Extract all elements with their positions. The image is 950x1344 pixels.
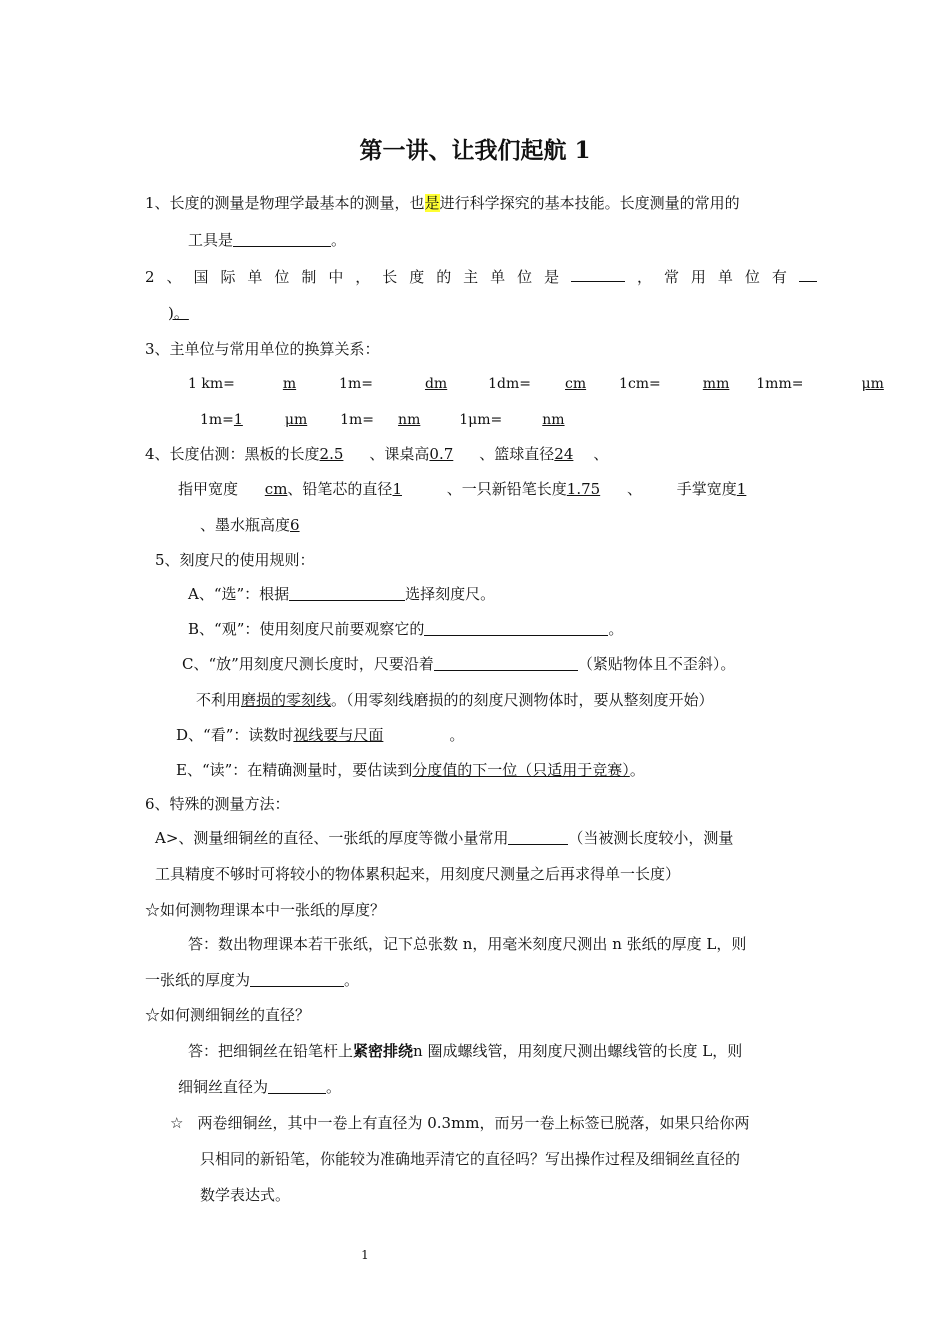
q5-c-note-b: 。（用零刻线磨损的的刻度尺测物体时，要从整刻度开始） xyxy=(331,691,714,709)
q3-row1 xyxy=(188,373,884,395)
q4-line1 xyxy=(145,443,608,465)
q2-char: 的 xyxy=(436,268,452,286)
q1-text-b: 进行科学探究的基本技能。长度测量的常用的 xyxy=(439,194,740,212)
q6-a-blank[interactable] xyxy=(508,829,568,845)
q4-ink-label: 、墨水瓶高度 xyxy=(200,516,291,534)
q6-star2-label: 细铜丝直径为 xyxy=(178,1078,269,1096)
q2-blank-common-units[interactable] xyxy=(799,266,817,282)
q5-e-answer: 分度值的下一位（只适用于竞赛） xyxy=(412,761,630,779)
q5-b-end: 。 xyxy=(608,620,624,638)
q2-char: 长 xyxy=(382,268,398,286)
q3-row2 xyxy=(200,409,565,431)
star-icon: ☆ xyxy=(170,1114,184,1132)
q1-line1 xyxy=(145,192,740,214)
q3-heading: 3、主单位与常用单位的换算关系： xyxy=(145,340,380,358)
q3-m: 1m= xyxy=(339,376,373,392)
q5-d xyxy=(176,724,464,746)
q5-d-text: D、“看”：读数时 xyxy=(176,726,294,744)
q5-d-end: 。 xyxy=(449,726,465,744)
q2-comma: ， xyxy=(636,268,652,286)
q6-star1-end: 。 xyxy=(344,971,360,989)
q6-star2-answer2 xyxy=(178,1076,341,1098)
q5-e-text: E、“读”：在精确测量时，要估读到 xyxy=(176,761,413,779)
q4-lead-label: 、铅笔芯的直径 xyxy=(287,480,393,498)
q6-star2-text2: n 圈成螺线管，用刻度尺测出螺线管的长度 L，则 xyxy=(413,1042,743,1060)
q2-char: 中 xyxy=(328,268,344,286)
q2-char: 位 xyxy=(517,268,533,286)
q3-dm: 1dm= xyxy=(488,376,531,392)
q4-palm-label: 手掌宽度 xyxy=(676,480,737,498)
q6-star2-blank[interactable] xyxy=(268,1078,326,1094)
q2-char: 位 xyxy=(274,268,290,286)
q3-blank-km-m[interactable]: m xyxy=(282,376,297,392)
q3-blank-m-nm[interactable]: nm xyxy=(398,412,421,428)
q2-blank-main-unit[interactable] xyxy=(571,266,625,282)
q1-highlight: 是 xyxy=(424,194,440,212)
q6-star1-label: 一张纸的厚度为 xyxy=(145,971,251,989)
q4-sep2: 、 xyxy=(626,480,642,498)
q5-b xyxy=(188,618,623,640)
q5-a-blank[interactable] xyxy=(289,585,405,601)
q6-star2-end: 。 xyxy=(326,1078,342,1096)
q5-c-blank[interactable] xyxy=(434,655,578,671)
q4-desk-label: 、课桌高 xyxy=(369,445,430,463)
q6-star2-text: 答：把细铜丝在铅笔杆上 xyxy=(188,1042,354,1060)
q4-pencil-label: 、一只新铅笔长度 xyxy=(446,480,567,498)
q2-char: 单 xyxy=(490,268,506,286)
q4-line3 xyxy=(200,514,340,536)
q1-blank[interactable] xyxy=(233,231,331,247)
q2-char: 际 xyxy=(220,268,236,286)
q4-blank-ink[interactable]: 6 xyxy=(290,516,300,534)
q5-c xyxy=(182,653,735,675)
q2-line2 xyxy=(168,302,189,324)
q5-a-text: A、“选”：根据 xyxy=(188,585,290,603)
q3-blank-cm-mm[interactable]: mm xyxy=(702,376,730,392)
q2-char: ， xyxy=(355,268,371,286)
q1-end: 。 xyxy=(331,231,347,249)
q3-m-nm: 1m= xyxy=(340,412,375,428)
q6-star1-answer: 答：数出物理课本若干张纸，记下总张数 n，用毫米刻度尺测出 n 张纸的厚度 L，则 xyxy=(188,935,747,953)
q6-star3-text: 两卷细铜丝，其中一卷上有直径为 0.3mm，而另一卷上标签已脱落，如果只给你两 xyxy=(197,1114,750,1132)
q5-a xyxy=(188,583,495,605)
q6-star1-blank[interactable] xyxy=(250,971,344,987)
q4-blank-basketball[interactable]: 24 xyxy=(554,445,574,463)
q5-c-note-a: 不利用 xyxy=(196,691,242,709)
q5-b-blank[interactable] xyxy=(424,620,608,636)
q4-nail-label: 指甲宽度 xyxy=(178,480,239,498)
q5-e xyxy=(176,759,645,781)
q3-mm: 1mm= xyxy=(756,376,804,392)
q3-blank-mm-um[interactable]: μm xyxy=(861,376,884,392)
q2-char: 单 xyxy=(717,268,733,286)
q6-star3-line1 xyxy=(170,1112,750,1134)
q2-char: 、 xyxy=(166,268,182,286)
q4-blank-desk[interactable]: 0.7 xyxy=(429,445,454,463)
q2-char: 主 xyxy=(463,268,479,286)
q6-star2: ☆如何测细铜丝的直径？ xyxy=(145,1006,311,1024)
q3-blank-m-um[interactable]: 1 μm xyxy=(233,412,308,428)
q3-cm: 1cm= xyxy=(619,376,661,392)
q5-a-end: 选择刻度尺。 xyxy=(405,585,496,603)
q6-a-line1 xyxy=(155,827,733,849)
q2-char: 单 xyxy=(247,268,263,286)
q6-star3-line3: 数学表达式。 xyxy=(200,1186,291,1204)
q4-blank-lead[interactable]: 1 xyxy=(392,480,402,498)
q4-blank-nail[interactable]: cm xyxy=(264,480,288,498)
page-title: 第一讲、让我们起航 1 xyxy=(359,137,591,164)
q5-c-text: C、“放”用刻度尺测长度时，尺要沿着 xyxy=(182,655,434,673)
q1-text-a: 1、长度的测量是物理学最基本的测量，也 xyxy=(145,194,425,212)
q2-char: 常 xyxy=(663,268,679,286)
q6-star2-bold: 紧密排绕 xyxy=(353,1042,414,1060)
q2-char: 位 xyxy=(744,268,760,286)
q3-um-nm: 1μm= xyxy=(459,412,503,428)
q4-basketball-label: 、篮球直径 xyxy=(479,445,555,463)
q6-heading: 6、特殊的测量方法： xyxy=(145,795,290,813)
q6-star2-answer xyxy=(188,1040,742,1062)
q1-text-c: 工具是 xyxy=(188,231,234,249)
q1-line2 xyxy=(188,229,346,251)
q3-blank-dm-cm[interactable]: cm xyxy=(565,376,587,392)
q2-char: 国 xyxy=(193,268,209,286)
q6-star3-line2: 只相同的新铅笔，你能较为准确地弄清它的直径吗？写出操作过程及细铜丝直径的 xyxy=(200,1150,741,1168)
q5-b-text: B、“观”：使用刻度尺前要观察它的 xyxy=(188,620,425,638)
q3-m-um: 1m= xyxy=(200,412,234,428)
q6-star1-answer2 xyxy=(145,969,359,991)
q5-c-note-underline: 磨损的零刻线 xyxy=(241,691,332,709)
q5-d-blank[interactable]: 视线要与尺面 xyxy=(293,726,384,744)
q6-star1: ☆如何测物理课本中一张纸的厚度？ xyxy=(145,901,386,919)
q6-a-line2: 工具精度不够时可将较小的物体累积起来，用刻度尺测量之后再求得单一长度） xyxy=(155,865,681,883)
q2-char: 度 xyxy=(409,268,425,286)
q3-blank-m-dm[interactable]: dm xyxy=(424,376,448,392)
q4-blank-palm[interactable]: 1 xyxy=(736,480,747,498)
q2-char: 2 xyxy=(145,268,155,286)
q2-line1 xyxy=(145,266,817,288)
q2-char: 有 xyxy=(771,268,787,286)
q6-a-text: A>、测量细铜丝的直径、一张纸的厚度等微小量常用 xyxy=(155,829,509,847)
q2-char: 是 xyxy=(544,268,560,286)
q6-a-text2: （当被测长度较小，测量 xyxy=(568,829,734,847)
q5-c-end: （紧贴物体且不歪斜）。 xyxy=(577,655,736,673)
q4-sep: 、 xyxy=(593,445,609,463)
q2-char: 用 xyxy=(690,268,706,286)
q5-e-end: 。 xyxy=(629,761,645,779)
q4-line2 xyxy=(178,478,746,500)
q5-heading: 5、刻度尺的使用规则： xyxy=(155,551,315,569)
q2-char: 制 xyxy=(301,268,317,286)
q2-line2-text: )。 xyxy=(168,304,189,322)
q3-blank-um-nm[interactable]: nm xyxy=(542,412,565,428)
q5-c-note xyxy=(196,689,714,711)
q4-head: 4、长度估测：黑板的长度 xyxy=(145,445,320,463)
q4-blank-blackboard[interactable]: 2.5 xyxy=(319,445,344,463)
page-number: 1 xyxy=(361,1248,369,1262)
q4-blank-pencil[interactable]: 1.75 xyxy=(566,480,601,498)
q3-km: 1 km= xyxy=(188,376,235,392)
